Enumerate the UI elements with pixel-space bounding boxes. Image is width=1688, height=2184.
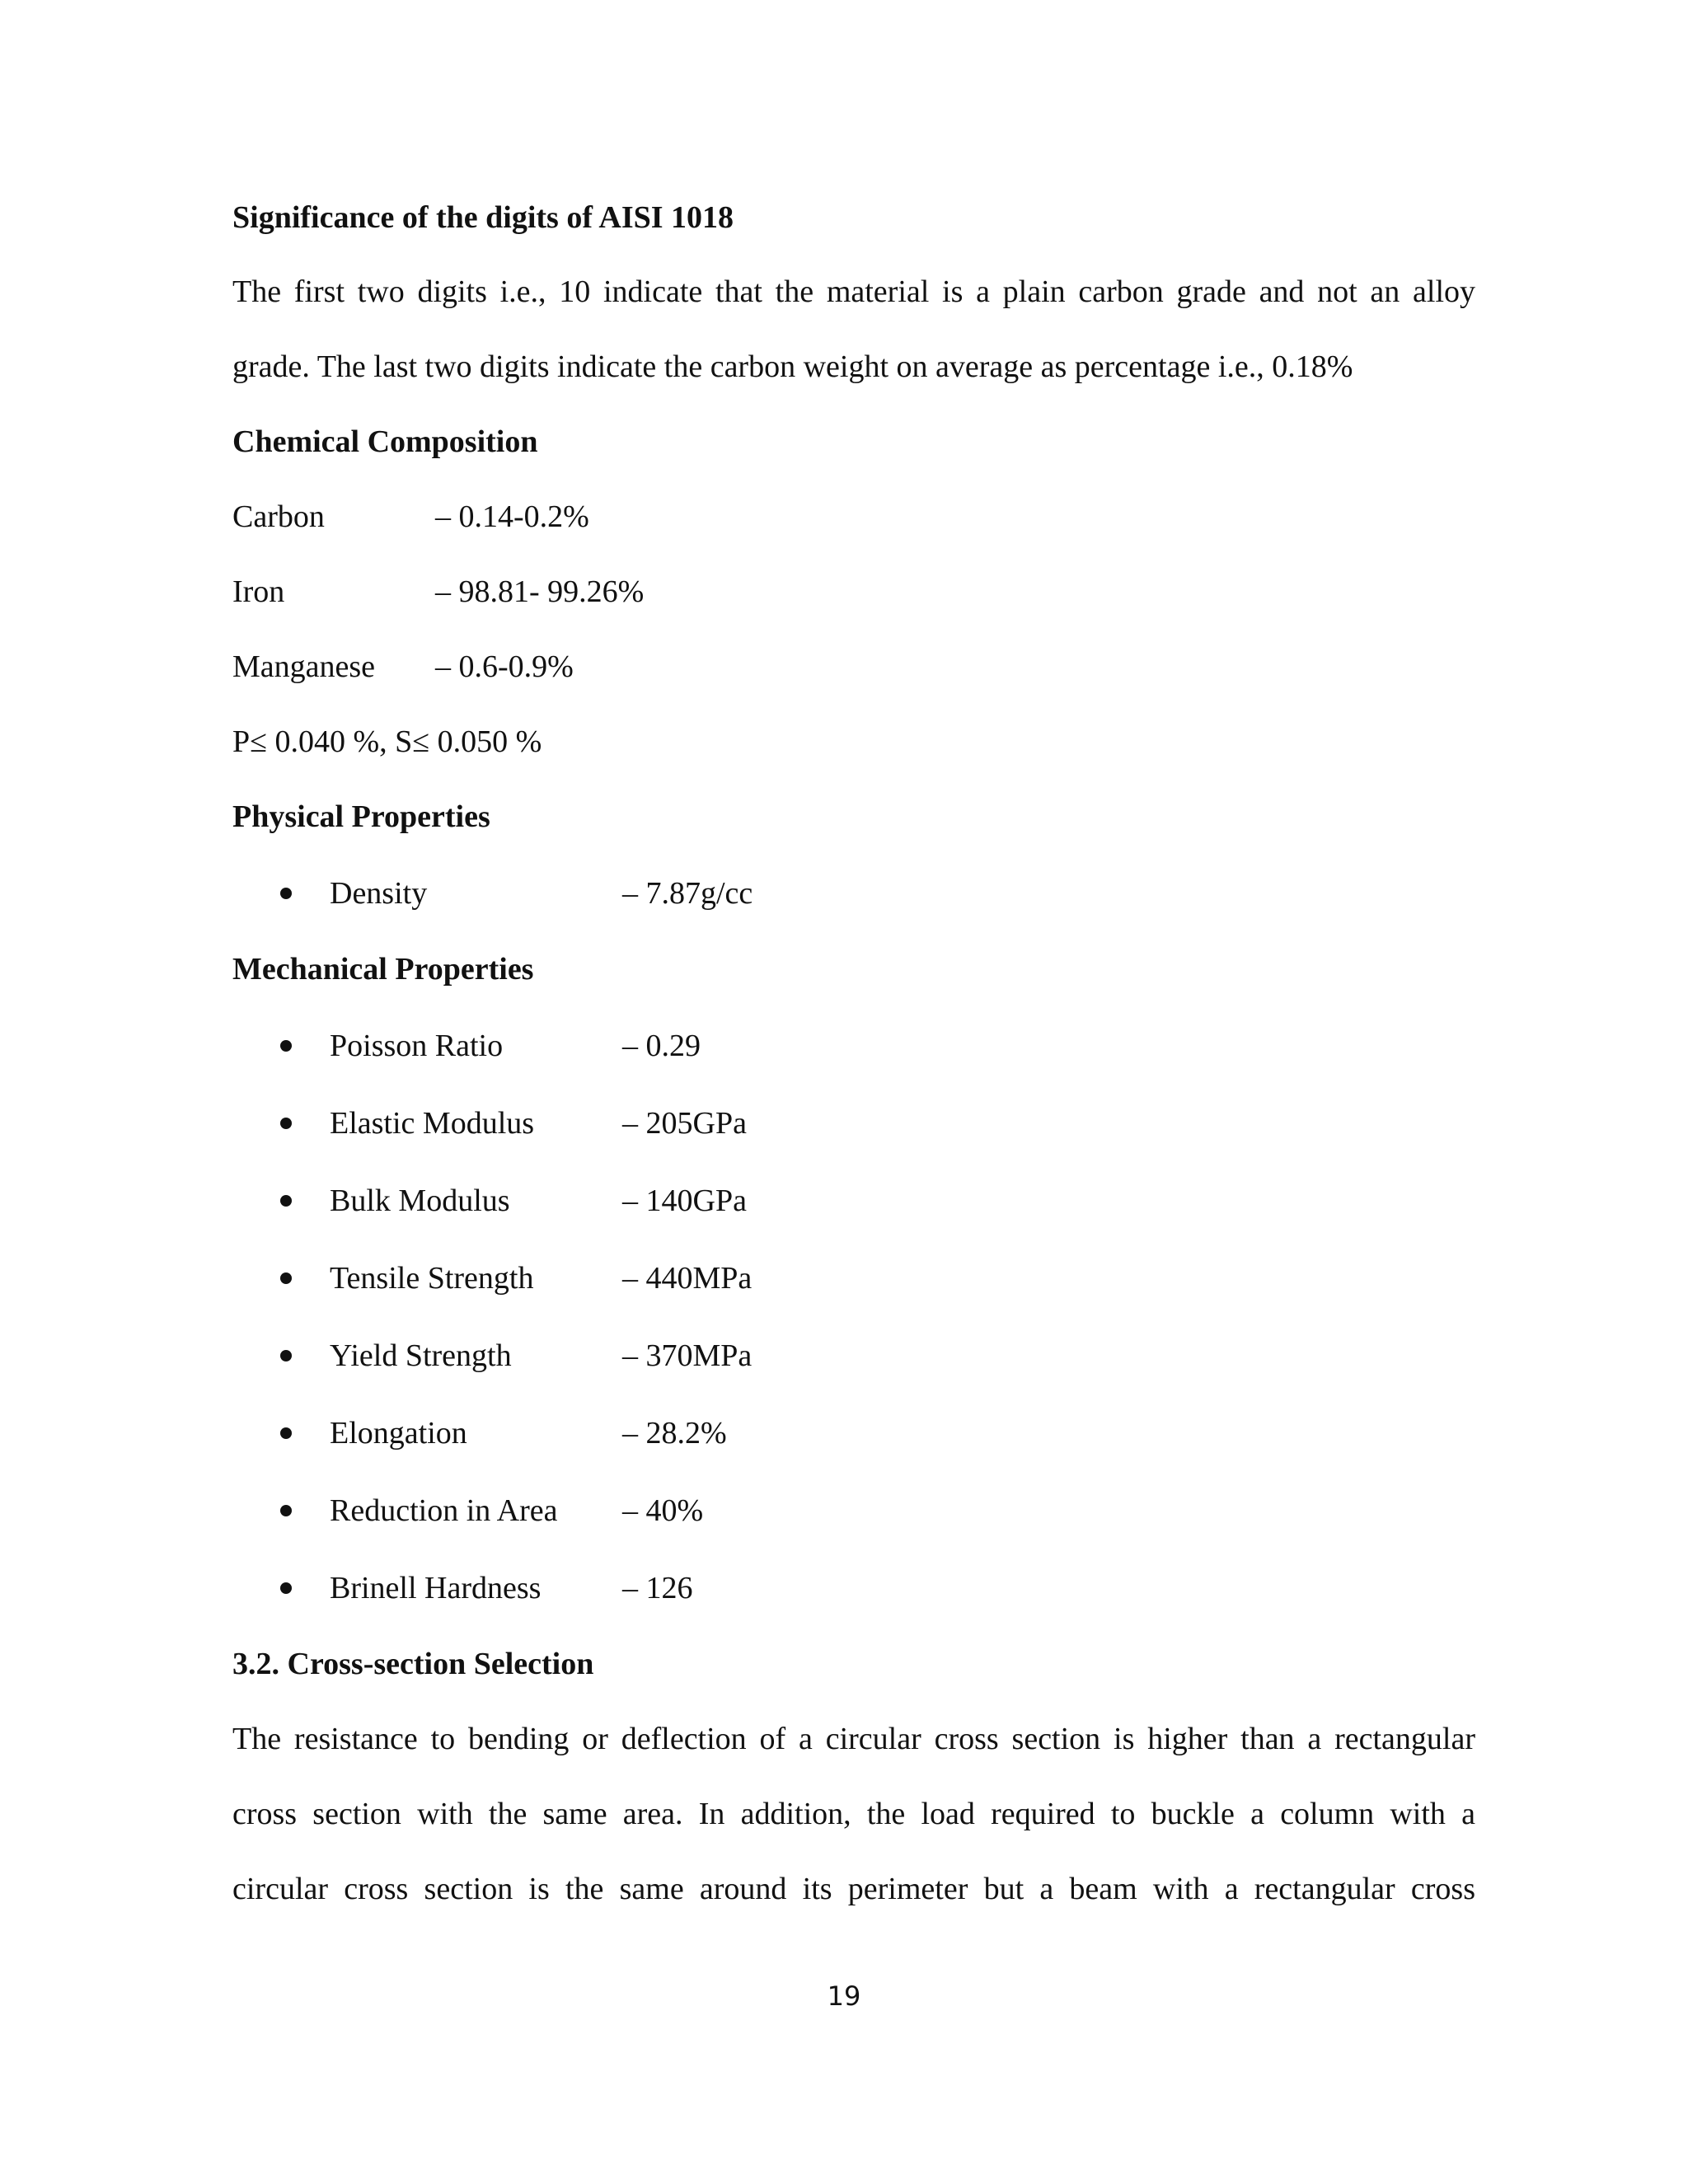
composition-label: Iron bbox=[232, 574, 285, 609]
property-value: – 126 bbox=[622, 1571, 693, 1605]
property-label: Reduction in Area bbox=[330, 1493, 558, 1528]
bullet-icon bbox=[280, 1350, 292, 1361]
bullet-icon bbox=[280, 1195, 292, 1207]
composition-extra: P≤ 0.040 %, S≤ 0.050 % bbox=[232, 724, 542, 759]
composition-value: – 0.6-0.9% bbox=[435, 649, 574, 684]
section-heading-aisi: Significance of the digits of AISI 1018 bbox=[232, 200, 734, 235]
paragraph-line: The resistance to bending or deflection of a circular cross section is higher than a rectangular bbox=[232, 1722, 1475, 1756]
property-label: Poisson Ratio bbox=[330, 1029, 504, 1063]
property-label: Tensile Strength bbox=[330, 1261, 534, 1296]
property-value: – 370MPa bbox=[622, 1338, 753, 1373]
section-heading-chemical: Chemical Composition bbox=[232, 424, 538, 459]
paragraph-line: cross section with the same area. In addition, the load required to buckle a column with a bbox=[232, 1797, 1475, 1831]
property-value: – 28.2% bbox=[622, 1416, 727, 1451]
property-label: Elastic Modulus bbox=[330, 1106, 535, 1141]
property-value: – 205GPa bbox=[622, 1106, 747, 1141]
composition-row bbox=[232, 647, 1057, 687]
property-value: – 7.87g/cc bbox=[622, 876, 753, 911]
property-value: – 40% bbox=[622, 1493, 704, 1528]
property-value: – 0.29 bbox=[622, 1029, 701, 1063]
list-item bbox=[232, 1336, 1221, 1376]
list-item bbox=[232, 1181, 1221, 1221]
composition-row bbox=[232, 497, 1057, 537]
composition-label: Carbon bbox=[232, 499, 325, 534]
list-item bbox=[232, 1413, 1221, 1453]
bullet-icon bbox=[280, 1427, 292, 1439]
bullet-icon bbox=[280, 1118, 292, 1129]
list-item bbox=[232, 1104, 1221, 1143]
list-item bbox=[232, 1491, 1221, 1530]
bullet-icon bbox=[280, 1505, 292, 1516]
paragraph-line: circular cross section is the same around its perimeter but a beam with a rectangular cross bbox=[232, 1872, 1475, 1906]
bullet-icon bbox=[280, 1582, 292, 1594]
property-label: Density bbox=[330, 876, 428, 911]
list-item bbox=[232, 1568, 1221, 1608]
page-number: 19 bbox=[827, 1980, 861, 2012]
composition-label: Manganese bbox=[232, 649, 376, 684]
list-item bbox=[232, 1026, 1221, 1066]
property-label: Bulk Modulus bbox=[330, 1183, 510, 1218]
property-label: Brinell Hardness bbox=[330, 1571, 542, 1605]
list-item bbox=[232, 874, 1221, 913]
bullet-icon bbox=[280, 888, 292, 899]
composition-value: – 0.14-0.2% bbox=[435, 499, 589, 534]
paragraph-line: grade. The last two digits indicate the carbon weight on average as percentage i.e., 0.18% bbox=[232, 349, 1353, 384]
bullet-icon bbox=[280, 1040, 292, 1052]
property-label: Yield Strength bbox=[330, 1338, 512, 1373]
section-heading-mechanical: Mechanical Properties bbox=[232, 952, 534, 987]
section-heading-physical: Physical Properties bbox=[232, 799, 490, 834]
paragraph-line: The first two digits i.e., 10 indicate that the material is a plain carbon grade and not an alloy bbox=[232, 274, 1475, 309]
section-heading-cross-section: 3.2. Cross-section Selection bbox=[232, 1647, 594, 1681]
composition-value: – 98.81- 99.26% bbox=[435, 574, 645, 609]
property-label: Elongation bbox=[330, 1416, 467, 1451]
composition-row bbox=[232, 572, 1057, 612]
bullet-icon bbox=[280, 1272, 292, 1284]
property-value: – 440MPa bbox=[622, 1261, 753, 1296]
property-value: – 140GPa bbox=[622, 1183, 747, 1218]
list-item bbox=[232, 1258, 1221, 1298]
